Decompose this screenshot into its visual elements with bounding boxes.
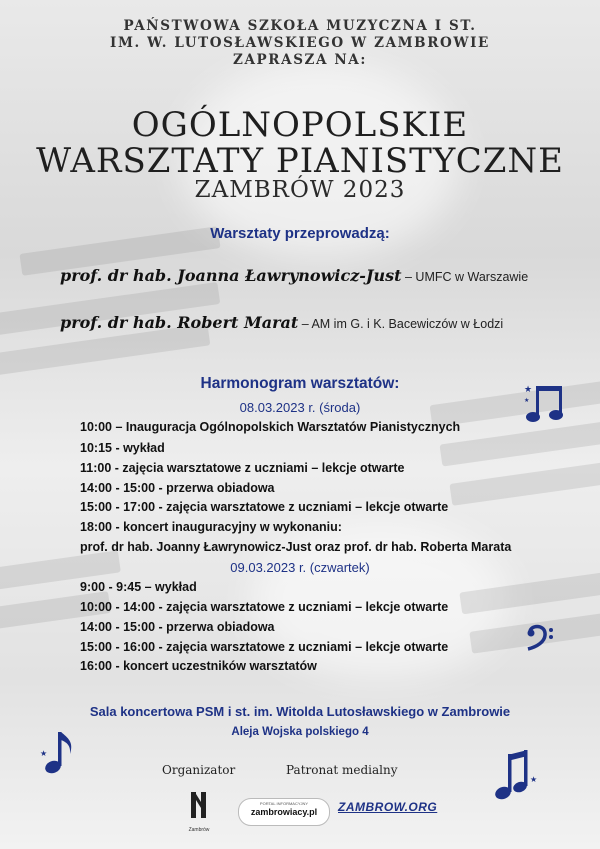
beamed-eighth-notes-icon [522, 380, 570, 426]
svg-text:★: ★ [530, 775, 538, 784]
professor-2-name: prof. dr hab. Robert Marat [60, 313, 299, 332]
svg-text:★: ★ [524, 385, 533, 395]
eighth-note-icon [38, 728, 78, 778]
zambrowiacy-tagline: PORTAL INFORMACYJNY [259, 801, 309, 806]
professor-2-institution: – AM im G. i K. Bacewiczów w Łodzi [298, 317, 504, 331]
svg-text:★: ★ [524, 397, 530, 404]
schedule-row: 9:00 - 9:45 – wykład [80, 580, 197, 594]
schedule-row: 10:00 – Inauguracja Ogólnopolskich Warsztatów Pianistycznych [80, 420, 461, 434]
day-1-date: 08.03.2023 r. (środa) [239, 400, 361, 415]
professor-1-institution: – UMFC w Warszawie [401, 270, 529, 284]
day-2-date: 09.03.2023 r. (czwartek) [230, 560, 370, 575]
schedule-row: prof. dr hab. Joanny Ławrynowicz-Just oraz prof. dr hab. Roberta Marata [80, 540, 512, 554]
schedule-row: 14:00 - 15:00 - przerwa obiadowa [80, 620, 275, 634]
school-line-1: PAŃSTWOWA SZKOŁA MUZYCZNA I ST. [123, 18, 477, 34]
patronage-label: Patronat medialny [286, 763, 398, 777]
schedule-row: 11:00 - zajęcia warsztatowe z uczniami – lekcje otwarte [80, 461, 405, 475]
schedule-row: 15:00 - 17:00 - zajęcia warsztatowe z uczniami – lekcje otwarte [80, 500, 449, 514]
venue-name: Sala koncertowa PSM i st. im. Witolda Lutosławskiego w Zambrowie [89, 704, 511, 719]
title-line-3: ZAMBRÓW 2023 [194, 177, 406, 203]
organizer-label: Organizator [162, 763, 236, 777]
organizer-logo-caption: Zambrów [188, 827, 210, 833]
bass-clef-icon [524, 622, 558, 652]
double-note-icon [492, 748, 540, 804]
school-logo-icon [189, 790, 209, 822]
schedule-row: 14:00 - 15:00 - przerwa obiadowa [80, 481, 275, 495]
school-header [0, 18, 600, 69]
professor-1-name: prof. dr hab. Joanna Ławrynowicz-Just [60, 266, 402, 285]
title-line-1: OGÓLNOPOLSKIE [131, 105, 469, 145]
schedule-title: Harmonogram warsztatów: [200, 375, 400, 392]
schedule-row: 16:00 - koncert uczestników warsztatów [80, 659, 317, 673]
lead-heading: Warsztaty przeprowadzą: [210, 225, 390, 242]
zambrowiacy-text: zambrowiacy.pl [250, 807, 318, 817]
schedule-row: 15:00 - 16:00 - zajęcia warsztatowe z uczniami – lekcje otwarte [80, 640, 449, 654]
professor-1 [60, 266, 528, 286]
schedule-row: 18:00 - koncert inauguracyjny w wykonaniu: [80, 520, 342, 534]
schedule-row: 10:15 - wykład [80, 441, 165, 455]
zambrow-org-logo: ZAMBROW.ORG [338, 800, 438, 814]
schedule-row: 10:00 - 14:00 - zajęcia warsztatowe z uczniami – lekcje otwarte [80, 600, 449, 614]
school-line-3: ZAPRASZA NA: [233, 52, 367, 68]
zambrowiacy-logo [238, 798, 330, 826]
venue-address: Aleja Wojska polskiego 4 [231, 726, 369, 738]
school-line-2: IM. W. LUTOSŁAWSKIEGO W ZAMBROWIE [110, 35, 490, 51]
professor-2 [60, 313, 503, 333]
organizer-logo [184, 790, 214, 836]
title-line-2: WARSZTATY PIANISTYCZNE [36, 141, 564, 181]
svg-text:★: ★ [40, 749, 48, 758]
